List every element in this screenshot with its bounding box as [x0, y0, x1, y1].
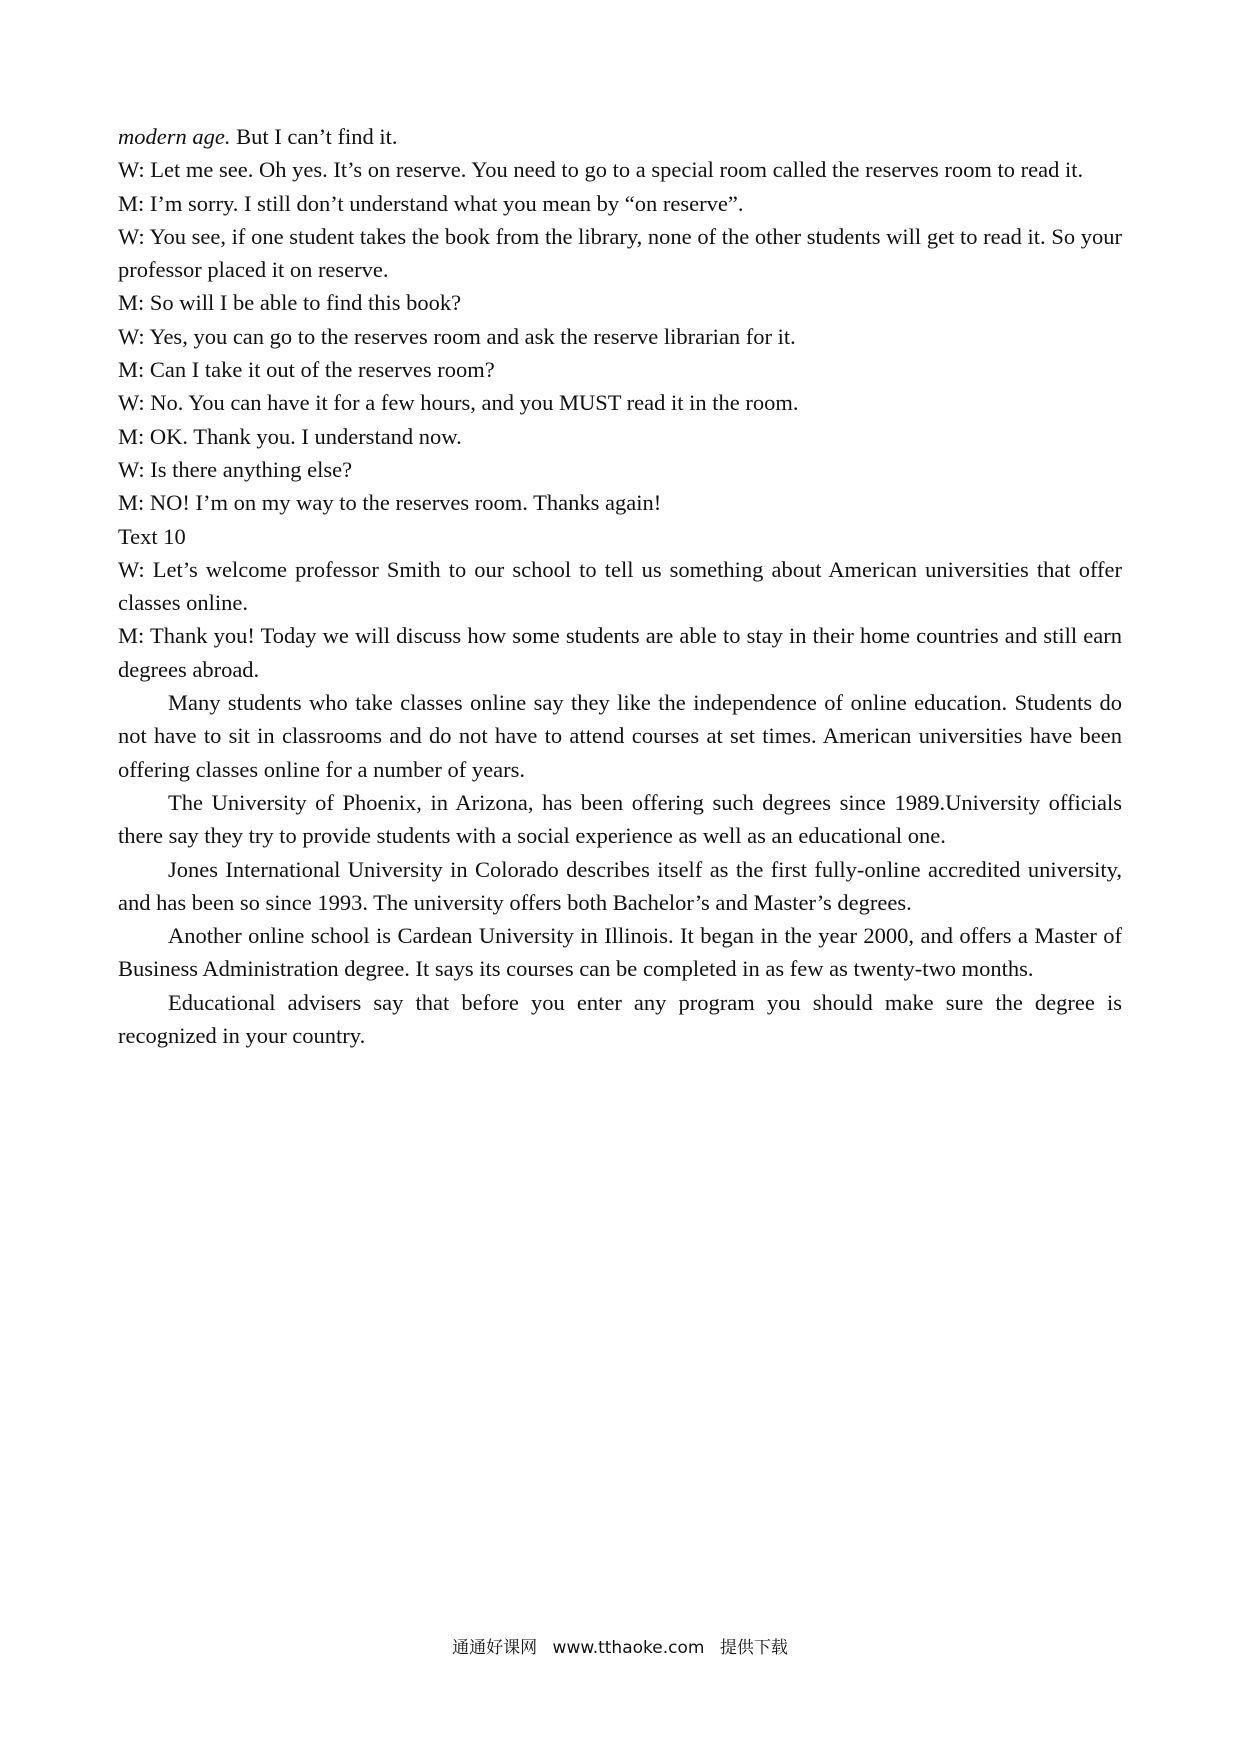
speaker-label: W:	[118, 157, 145, 183]
dialogue-text: Let me see. Oh yes. It’s on reserve. You need to go to a special room called the reserves room to read it.	[150, 157, 1084, 183]
dialogue-text: OK. Thank you. I understand now.	[149, 423, 462, 449]
dialogue-line	[118, 619, 1122, 686]
dialogue-line	[118, 553, 1122, 620]
document-body	[118, 120, 1122, 1052]
speaker-label: W:	[118, 223, 145, 249]
dialogue-text: So will I be able to find this book?	[149, 290, 462, 316]
italic-phrase: modern age.	[118, 124, 231, 149]
dialogue-text: Yes, you can go to the reserves room and ask the reserve librarian for it.	[149, 323, 796, 349]
dialogue-line	[118, 320, 1122, 353]
speaker-label: M:	[118, 623, 145, 649]
speaker-label: M:	[118, 290, 145, 316]
dialogue-text: You see, if one student takes the book from the library, none of the other students will get to read it. So your professor placed it on reserve.	[118, 223, 1122, 283]
speaker-label: W:	[118, 390, 145, 416]
speaker-label: W:	[118, 556, 145, 582]
dialogue-line	[118, 453, 1122, 486]
speaker-label: W:	[118, 456, 145, 482]
speaker-label: M:	[118, 357, 145, 383]
dialogue-line	[118, 420, 1122, 453]
continuation-text: But I can’t find it.	[230, 124, 398, 149]
dialogue-text: I’m sorry. I still don’t understand what you mean by “on reserve”.	[149, 190, 744, 216]
dialogue-line	[118, 286, 1122, 319]
speaker-label: M:	[118, 190, 145, 216]
dialogue-line	[118, 153, 1122, 186]
dialogue-text: Can I take it out of the reserves room?	[149, 357, 495, 383]
section-heading: Text 10	[118, 523, 186, 549]
dialogue-text: NO! I’m on my way to the reserves room. Thanks again!	[149, 490, 662, 516]
footer-tagline: 提供下载	[719, 1638, 788, 1658]
page-footer	[0, 1637, 1240, 1659]
dialogue-text: Is there anything else?	[150, 456, 353, 482]
speaker-label: M:	[118, 490, 145, 516]
dialogue-line	[118, 486, 1122, 519]
dialogue-line	[118, 220, 1122, 287]
footer-url: www.tthaoke.com	[552, 1638, 705, 1658]
body-paragraph: Many students who take classes online say they like the independence of online education. Students do not have to sit in classrooms and do not have to attend courses at set times. American universities have been offering classes online for a number of years.	[118, 690, 1122, 782]
body-paragraph: The University of Phoenix, in Arizona, has been offering such degrees since 1989.University officials there say they try to provide students with a social experience as well as an educational one.	[118, 789, 1122, 849]
footer-site-name: 通通好课网	[452, 1638, 538, 1658]
body-paragraph: Another online school is Cardean University in Illinois. It began in the year 2000, and offers a Master of Business Administration degree. It says its courses can be completed in as few as twenty-two months.	[118, 923, 1122, 982]
dialogue-text: Let’s welcome professor Smith to our school to tell us something about American universities that offer classes online.	[118, 556, 1123, 616]
speaker-label: M:	[118, 423, 145, 449]
dialogue-continuation	[118, 120, 1122, 153]
body-paragraph: Jones International University in Colorado describes itself as the first fully-online accredited university, and has been so since 1993. The university offers both Bachelor’s and Master’s degrees.	[118, 856, 1122, 915]
dialogue-line	[118, 386, 1122, 419]
dialogue-text: Thank you! Today we will discuss how some students are able to stay in their home countries and still earn degrees abroad.	[118, 623, 1123, 682]
body-paragraph: Educational advisers say that before you enter any program you should make sure the degree is recognized in your country.	[118, 989, 1122, 1049]
dialogue-line	[118, 353, 1122, 386]
dialogue-line	[118, 187, 1122, 220]
dialogue-text: No. You can have it for a few hours, and you MUST read it in the room.	[150, 390, 799, 416]
speaker-label: W:	[118, 323, 145, 349]
